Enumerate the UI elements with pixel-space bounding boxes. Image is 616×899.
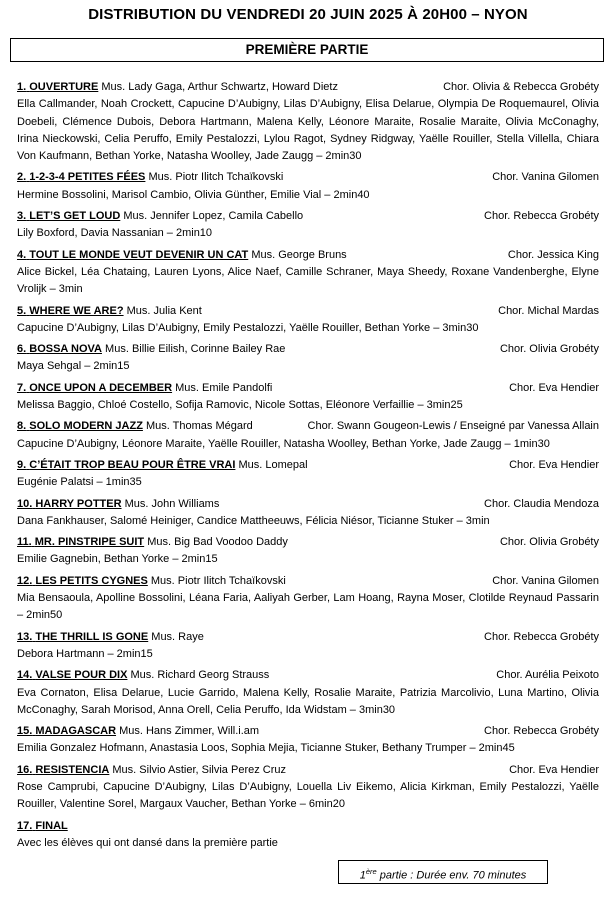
program-item-music: Mus. Julia Kent <box>126 304 202 317</box>
program-item-dancers: Melissa Baggio, Chloé Costello, Sofija Ramovic, Nicole Sottas, Eléonore Verfaillie – 3min25 <box>17 399 463 412</box>
program-item-heading <box>17 418 253 435</box>
program-item-number: 14. <box>17 669 33 682</box>
program-list <box>17 79 599 856</box>
program-item-header <box>17 169 599 186</box>
program-item-header <box>17 418 599 435</box>
program-item-title <box>17 536 144 548</box>
program-item-heading <box>17 380 272 397</box>
program-item-number: 10. <box>17 497 33 510</box>
program-item-title <box>17 420 143 432</box>
program-item-choreographer: Chor. Rebecca Grobéty <box>484 210 599 223</box>
program-item-music: Mus. George Bruns <box>251 248 347 261</box>
program-item <box>17 247 599 299</box>
program-item-title-text: WHERE WE ARE? <box>29 304 124 317</box>
program-item-header <box>17 303 599 320</box>
program-item-choreographer: Chor. Claudia Mendoza <box>484 497 599 510</box>
program-item-heading <box>17 303 202 320</box>
program-item-header <box>17 723 599 740</box>
program-item-dancers: Emilia Gonzalez Hofmann, Anastasia Loos, Sophia Mejia, Ticianne Stuker, Bethany Trumper – 2min45 <box>17 742 515 755</box>
program-item-number: 17. <box>17 819 33 832</box>
part-title: PREMIÈRE PARTIE <box>10 38 604 62</box>
program-item <box>17 79 599 165</box>
program-item-music: Mus. John Williams <box>124 497 220 510</box>
program-item-dancers: Avec les élèves qui ont dansé dans la première partie <box>17 836 278 849</box>
program-item-header <box>17 573 599 590</box>
program-item-title-text: MR. PINSTRIPE SUIT <box>34 536 145 549</box>
program-item-title-text: SOLO MODERN JAZZ <box>29 420 143 433</box>
program-item-dancers: Emilie Gagnebin, Bethan Yorke – 2min15 <box>17 553 218 566</box>
program-item-header <box>17 380 599 397</box>
program-item-number: 15. <box>17 725 33 738</box>
program-item-header <box>17 457 599 474</box>
program-item-music: Mus. Raye <box>151 630 204 643</box>
program-item-music: Mus. Piotr Ilitch Tchaïkovski <box>148 171 284 184</box>
program-item-title <box>17 764 109 776</box>
program-item <box>17 629 599 664</box>
program-item-header <box>17 629 599 646</box>
program-item-number: 13. <box>17 630 33 643</box>
program-item-title-text: MADAGASCAR <box>35 725 117 738</box>
program-item-number: 12. <box>17 574 33 587</box>
program-item-number: 6. <box>17 343 27 356</box>
program-item <box>17 208 599 243</box>
program-item-choreographer: Chor. Olivia Grobéty <box>499 343 599 356</box>
program-item-number: 1. <box>17 81 27 93</box>
duration-text: partie : Durée env. 70 minutes <box>376 869 527 882</box>
program-item-title-text: LES PETITS CYGNES <box>35 574 148 587</box>
program-item-heading <box>17 247 347 264</box>
program-item-header <box>17 247 599 264</box>
program-item-dancers: Maya Sehgal – 2min15 <box>17 360 130 373</box>
program-item-dancers: Mia Bensaoula, Apolline Bossolini, Léana Faria, Aaliyah Gerber, Lam Hoang, Rayna Moser, Clotilde Reynaud Passarin – 2min50 <box>17 592 599 622</box>
program-item <box>17 496 599 531</box>
program-item-number: 8. <box>17 420 27 433</box>
program-item <box>17 573 599 625</box>
program-item-number: 4. <box>17 248 27 261</box>
program-item-choreographer: Chor. Swann Gougeon-Lewis / Enseigné par Vanessa Allain <box>307 420 599 433</box>
program-item-title-text: HARRY POTTER <box>35 497 122 510</box>
program-item-number: 11. <box>17 536 32 549</box>
program-item-heading <box>17 667 269 684</box>
program-item-choreographer: Chor. Jessica King <box>507 248 599 261</box>
program-item <box>17 418 599 453</box>
program-item-dancers: Capucine D’Aubigny, Léonore Maraite, Yaëlle Rouiller, Natasha Woolley, Bethan Yorke, Jade Zaugg – 1min30 <box>17 437 550 450</box>
program-item-title-text: RESISTENCIA <box>35 763 110 776</box>
program-item-choreographer: Chor. Eva Hendier <box>509 458 599 471</box>
program-item-title-text: TOUT LE MONDE VEUT DEVENIR UN CAT <box>29 248 249 261</box>
program-item <box>17 762 599 814</box>
program-item-title <box>17 631 148 643</box>
program-item-choreographer: Chor. Rebecca Grobéty <box>484 630 599 643</box>
program-item <box>17 534 599 569</box>
page-title: DISTRIBUTION DU VENDREDI 20 JUIN 2025 À 20H00 – NYON <box>88 6 528 23</box>
program-item-choreographer: Chor. Vanina Gilomen <box>492 574 599 587</box>
program-item-title <box>17 81 98 93</box>
program-item-number: 7. <box>17 381 27 394</box>
program-item-header <box>17 341 599 358</box>
program-item-heading <box>17 762 286 779</box>
program-item-music: Mus. Lady Gaga, Arthur Schwartz, Howard Dietz <box>101 81 338 93</box>
program-item-heading <box>17 629 204 646</box>
program-item-title <box>17 459 235 471</box>
program-item-title-text: OUVERTURE <box>29 81 99 93</box>
program-item-music: Mus. Silvio Astier, Silvia Perez Cruz <box>112 763 287 776</box>
program-item-title <box>17 725 116 737</box>
program-item-title-text: LET’S GET LOUD <box>29 210 121 223</box>
program-item-header <box>17 762 599 779</box>
program-item-header <box>17 496 599 513</box>
program-item-music: Mus. Emile Pandolfi <box>175 381 273 394</box>
program-item-header <box>17 667 599 684</box>
program-item-number: 5. <box>17 304 27 317</box>
program-item <box>17 818 599 853</box>
program-item-dancers: Debora Hartmann – 2min15 <box>17 647 153 660</box>
program-item-dancers: Eugénie Palatsi – 1min35 <box>17 476 142 489</box>
program-item-dancers: Alice Bickel, Léa Chataing, Lauren Lyons, Alice Naef, Camille Schraner, Maya Sheedy, Roxane Vandenberghe, Elyne Vrolijk – 3min <box>17 265 599 296</box>
program-item-title-text: C’ÉTAIT TROP BEAU POUR ÊTRE VRAI <box>29 458 236 471</box>
program-item-heading <box>17 818 68 835</box>
program-item-dancers: Hermine Bossolini, Marisol Cambio, Olivia Günther, Emilie Vial – 2min40 <box>17 188 370 201</box>
program-item-title-text: VALSE POUR DIX <box>35 669 128 682</box>
program-item-heading <box>17 79 338 96</box>
program-item-header <box>17 818 599 835</box>
program-item-music: Mus. Jennifer Lopez, Camila Cabello <box>123 210 304 223</box>
program-item-title <box>17 498 122 510</box>
program-item-music: Mus. Billie Eilish, Corinne Bailey Rae <box>105 343 286 356</box>
program-item-title-text: BOSSA NOVA <box>29 343 102 356</box>
program-item-number: 16. <box>17 763 33 776</box>
program-item-music: Mus. Hans Zimmer, Will.i.am <box>119 725 260 738</box>
program-item <box>17 341 599 376</box>
program-item-title <box>17 820 68 832</box>
program-item-title <box>17 575 148 587</box>
program-item <box>17 303 599 338</box>
program-item-dancers: Eva Cornaton, Elisa Delarue, Lucie Garrido, Malena Kelly, Rosalie Maraite, Patrizia Marcolivio, Luna Martino, Olivia McConaghy, Sarah Morisod, Anna Orell, Celia Peruffo, Ida Widstam – 3min30 <box>17 686 599 716</box>
program-item-dancers: Lily Boxford, Davia Nassanian – 2min10 <box>17 227 213 240</box>
program-item-dancers: Ella Callmander, Noah Crockett, Capucine D’Aubigny, Lilas D’Aubigny, Elisa Delarue, Olympia De Roquemaurel, Olivia Doebeli, Clémence Dubois, Debora Hartmann, Malena Kelly, Léonore Maraite, Rosalie Maraite, Olivia McConaghy, Irina Nieckowski, Celia Peruffo, Emily Pestalozzi, Lylou Ragot, Sydney Ridgway, Yaëlle Rouiller, Stella Villella, Chiara Von Kaufmann, Bethan Yorke, Natasha Woolley, Jade Zaugg – 2min30 <box>17 98 599 163</box>
program-item-heading <box>17 208 303 225</box>
program-item-header <box>17 79 599 96</box>
program-item-heading <box>17 457 308 474</box>
program-item-number: 9. <box>17 458 27 471</box>
program-item-heading <box>17 496 219 513</box>
program-item-title-text: 1-2-3-4 PETITES FÉES <box>29 171 146 184</box>
program-item-header <box>17 534 599 551</box>
program-item-choreographer: Chor. Vanina Gilomen <box>492 171 599 184</box>
program-item-title <box>17 382 172 394</box>
program-item-header <box>17 208 599 225</box>
program-item-music: Mus. Piotr Ilitch Tchaïkovski <box>150 574 286 587</box>
program-item-choreographer: Chor. Michal Mardas <box>498 304 599 317</box>
program-item-heading <box>17 573 286 590</box>
program-item <box>17 723 599 758</box>
program-item-number: 2. <box>17 171 27 184</box>
duration-sup: ère <box>365 867 377 876</box>
program-item-choreographer: Chor. Olivia Grobéty <box>499 536 599 549</box>
program-item <box>17 667 599 719</box>
program-item-choreographer: Chor. Aurélia Peixoto <box>496 669 599 682</box>
program-item-choreographer: Chor. Eva Hendier <box>509 763 599 776</box>
program-item-music: Mus. Richard Georg Strauss <box>130 669 270 682</box>
program-item-music: Mus. Thomas Mégard <box>145 420 253 433</box>
program-item-title-text: FINAL <box>35 819 68 832</box>
program-item-dancers: Capucine D’Aubigny, Lilas D’Aubigny, Emily Pestalozzi, Yaëlle Rouiller, Bethan Yorke – 3min30 <box>17 321 479 334</box>
program-item-heading <box>17 534 288 551</box>
program-item <box>17 457 599 492</box>
program-item-dancers: Dana Fankhauser, Salomé Heiniger, Candice Mattheeuws, Félicia Niésor, Ticianne Stuker – 3min <box>17 514 490 527</box>
program-item-music: Mus. Big Bad Voodoo Daddy <box>147 536 288 549</box>
program-item-title <box>17 343 102 355</box>
program-item-heading <box>17 169 283 186</box>
program-item-title <box>17 249 248 261</box>
program-item-title-text: THE THRILL IS GONE <box>35 630 149 643</box>
program-item-title <box>17 669 127 681</box>
program-item-heading <box>17 723 259 740</box>
program-item-heading <box>17 341 285 358</box>
program-item-title <box>17 210 120 222</box>
program-item <box>17 169 599 204</box>
program-item-number: 3. <box>17 210 27 223</box>
program-item-choreographer: Chor. Rebecca Grobéty <box>484 725 599 738</box>
program-item-title-text: ONCE UPON A DECEMBER <box>29 381 173 394</box>
program-item-title <box>17 305 124 317</box>
duration-prefix: 1 <box>359 869 366 882</box>
program-item-dancers: Rose Camprubi, Capucine D’Aubigny, Lilas D’Aubigny, Louella Liv Eikemo, Alicia Kirkman, Emily Pestalozzi, Yaëlle Rouiller, Valentine Sorel, Margaux Vaucher, Bethan Yorke – 6min20 <box>17 780 599 811</box>
program-item-title <box>17 171 145 183</box>
program-item <box>17 380 599 415</box>
duration-box <box>338 860 548 884</box>
program-item-choreographer: Chor. Eva Hendier <box>509 381 599 394</box>
program-item-music: Mus. Lomepal <box>238 458 308 471</box>
program-item-choreographer: Chor. Olivia & Rebecca Grobéty <box>443 81 599 93</box>
